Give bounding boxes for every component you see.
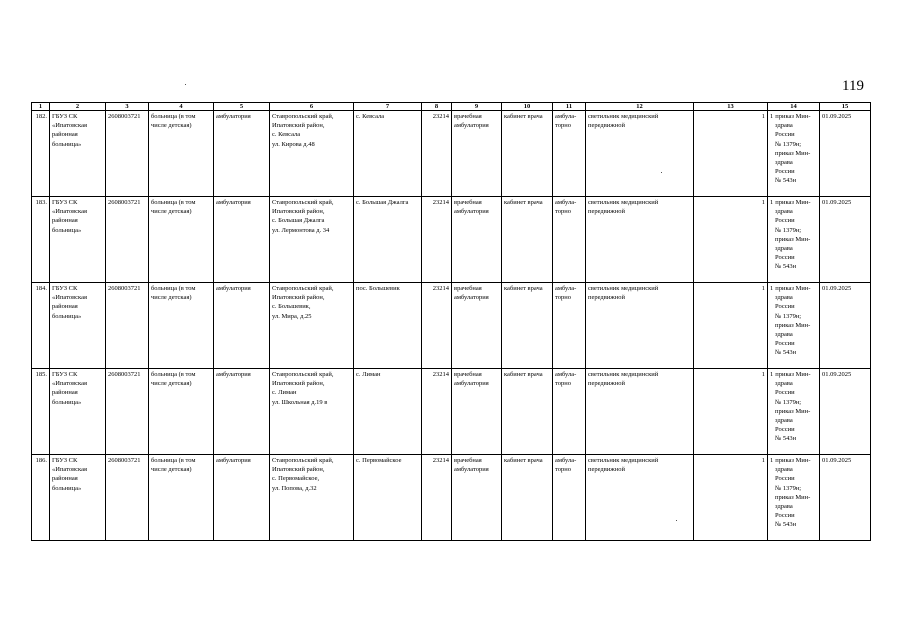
address xyxy=(270,111,354,197)
cell-line xyxy=(770,112,817,121)
equipment-register-table xyxy=(31,102,871,541)
division xyxy=(452,455,502,541)
effective-date: 01.09.2025 xyxy=(820,455,871,541)
organization-name xyxy=(50,197,106,283)
cell-line: «Ипатовская xyxy=(52,380,87,388)
column-number-13: 13 xyxy=(694,103,768,111)
cell-line: торно xyxy=(555,466,571,474)
basis-line: России xyxy=(775,426,795,434)
cell-line: больница (в том xyxy=(151,285,196,292)
settlement: с. Кевсала xyxy=(354,111,422,197)
basis-line: здрава xyxy=(775,159,793,167)
care-mode xyxy=(553,197,586,283)
care-mode xyxy=(553,111,586,197)
division xyxy=(452,111,502,197)
quantity-secondary: 1 xyxy=(770,113,774,120)
column-number-7: 7 xyxy=(354,103,422,111)
row-number: 182. xyxy=(32,111,50,197)
quantity-secondary: 1 xyxy=(770,199,774,206)
cell-line: амбулатория xyxy=(454,294,489,302)
cell-line: с. Первомайское, xyxy=(272,475,320,483)
cell-line: передвижной xyxy=(588,380,625,388)
basis-line: приказ Мин- xyxy=(775,407,811,415)
cell-line: с. Лиман xyxy=(272,389,297,397)
cell-line: ул. Лермонтова д. 34 xyxy=(272,226,330,234)
cell-line: передвижной xyxy=(588,294,625,302)
cell-line: ул. Кирова д.48 xyxy=(272,140,315,148)
cell-line: числе детская) xyxy=(151,294,192,302)
division xyxy=(452,197,502,283)
basis-line: здрава xyxy=(775,417,793,425)
basis-line: России xyxy=(775,254,795,262)
unit-type: амбулатория xyxy=(214,283,270,369)
inn-code: 2608003721 xyxy=(106,369,149,455)
page-number: 119 xyxy=(842,78,864,94)
unit-type: амбулатория xyxy=(214,455,270,541)
organization-name xyxy=(50,455,106,541)
cell-line: Ставропольский край, xyxy=(272,371,334,378)
division xyxy=(452,369,502,455)
cell-line: врачебная xyxy=(454,113,482,120)
cell-line: торно xyxy=(555,208,571,216)
cell-line: Ипатовский район, xyxy=(272,466,325,474)
cell-line: передвижной xyxy=(588,208,625,216)
settlement: с. Лиман xyxy=(354,369,422,455)
room: кабинет врача xyxy=(502,283,553,369)
basis-line: России xyxy=(775,475,795,483)
cell-line: больница» xyxy=(52,312,82,320)
cell-line: «Ипатовская xyxy=(52,208,87,216)
unit-type: амбулатория xyxy=(214,369,270,455)
basis-line: № 543н xyxy=(775,263,797,271)
column-number-2: 2 xyxy=(50,103,106,111)
organization-name xyxy=(50,283,106,369)
cell-line: «Ипатовская xyxy=(52,466,87,474)
institution-type xyxy=(149,455,214,541)
basis-line: здрава xyxy=(775,380,793,388)
equipment-name xyxy=(586,455,694,541)
regulatory-basis xyxy=(768,369,820,455)
unit-type: амбулатория xyxy=(214,111,270,197)
table-row xyxy=(32,455,871,541)
cell-line: торно xyxy=(555,122,571,130)
cell-line: «Ипатовская xyxy=(52,122,87,130)
table-row xyxy=(32,369,871,455)
quantity: 1 xyxy=(694,455,768,541)
cell-line: больница (в том xyxy=(151,371,196,378)
cell-line: Ставропольский край, xyxy=(272,113,334,120)
cell-line: больница» xyxy=(52,398,82,406)
cell-line: торно xyxy=(555,380,571,388)
settlement: пос. Большевик xyxy=(354,283,422,369)
column-number-10: 10 xyxy=(502,103,553,111)
basis-line: приказ Мин- xyxy=(775,235,811,243)
institution-type xyxy=(149,111,214,197)
scan-speck xyxy=(185,84,186,85)
quantity: 1 xyxy=(694,283,768,369)
basis-line: № 543н xyxy=(775,177,797,185)
cell-line: ГБУЗ СК xyxy=(52,199,78,206)
effective-date: 01.09.2025 xyxy=(820,197,871,283)
quantity-secondary: 1 xyxy=(770,285,774,292)
column-number-6: 6 xyxy=(270,103,354,111)
code: 23214 xyxy=(422,369,452,455)
cell-line: «Ипатовская xyxy=(52,294,87,302)
cell-line: передвижной xyxy=(588,122,625,130)
cell-line: больница» xyxy=(52,484,82,492)
cell-line: с. Кевсала xyxy=(272,131,301,139)
regulatory-basis xyxy=(768,111,820,197)
inn-code: 2608003721 xyxy=(106,197,149,283)
institution-type xyxy=(149,197,214,283)
equipment-name xyxy=(586,369,694,455)
cell-line: районная xyxy=(52,475,78,483)
cell-line: врачебная xyxy=(454,457,482,464)
quantity-secondary: 1 xyxy=(770,457,774,464)
cell-line: Ставропольский край, xyxy=(272,199,334,206)
unit-type: амбулатория xyxy=(214,197,270,283)
code: 23214 xyxy=(422,197,452,283)
cell-line: Ипатовский район, xyxy=(272,208,325,216)
register-rows xyxy=(32,111,871,541)
column-number-4: 4 xyxy=(149,103,214,111)
care-mode xyxy=(553,369,586,455)
room: кабинет врача xyxy=(502,369,553,455)
division xyxy=(452,283,502,369)
cell-line: с. Большевик, xyxy=(272,303,311,311)
cell-line: больница» xyxy=(52,140,82,148)
cell-line: Ставропольский край, xyxy=(272,285,334,292)
cell-line: районная xyxy=(52,389,78,397)
cell-line: районная xyxy=(52,303,78,311)
cell-line xyxy=(770,284,817,293)
column-number-11: 11 xyxy=(553,103,586,111)
row-number: 186. xyxy=(32,455,50,541)
cell-line: районная xyxy=(52,131,78,139)
row-number: 184. xyxy=(32,283,50,369)
address xyxy=(270,283,354,369)
column-number-8: 8 xyxy=(422,103,452,111)
basis-line: № 1379н; xyxy=(775,398,802,406)
code: 23214 xyxy=(422,111,452,197)
column-number-1: 1 xyxy=(32,103,50,111)
code: 23214 xyxy=(422,283,452,369)
cell-line: светильник медицинский xyxy=(588,371,659,378)
table-row xyxy=(32,197,871,283)
room: кабинет врача xyxy=(502,455,553,541)
cell-line: ГБУЗ СК xyxy=(52,113,78,120)
institution-type xyxy=(149,283,214,369)
basis-line: России xyxy=(775,217,795,225)
basis-line: России xyxy=(775,340,795,348)
basis-line: № 543н xyxy=(775,349,797,357)
cell-line: врачебная xyxy=(454,371,482,378)
basis-line: № 543н xyxy=(775,435,797,443)
row-number: 183. xyxy=(32,197,50,283)
cell-line xyxy=(770,456,817,465)
organization-name xyxy=(50,369,106,455)
cell-line: ул. Мира, д.25 xyxy=(272,312,312,320)
basis-line: приказ Мин- xyxy=(775,285,811,292)
basis-line: России xyxy=(775,131,795,139)
scan-speck xyxy=(661,172,662,173)
basis-line: приказ Мин- xyxy=(775,457,811,464)
basis-line: России xyxy=(775,389,795,397)
cell-line: амбулатория xyxy=(454,208,489,216)
cell-line: светильник медицинский xyxy=(588,457,659,464)
effective-date: 01.09.2025 xyxy=(820,369,871,455)
column-number-9: 9 xyxy=(452,103,502,111)
basis-line: № 1379н; xyxy=(775,226,802,234)
cell-line: Ипатовский район, xyxy=(272,294,325,302)
effective-date: 01.09.2025 xyxy=(820,283,871,369)
cell-line: амбула- xyxy=(555,371,577,378)
basis-line: приказ Мин- xyxy=(775,493,811,501)
basis-line: России xyxy=(775,168,795,176)
basis-line: № 1379н; xyxy=(775,140,802,148)
quantity: 1 xyxy=(694,369,768,455)
basis-line: приказ Мин- xyxy=(775,321,811,329)
care-mode xyxy=(553,455,586,541)
basis-line: № 543н xyxy=(775,521,797,529)
equipment-name xyxy=(586,197,694,283)
code: 23214 xyxy=(422,455,452,541)
equipment-name xyxy=(586,111,694,197)
cell-line: больница (в том xyxy=(151,199,196,206)
cell-line: числе детская) xyxy=(151,380,192,388)
basis-line: № 1379н; xyxy=(775,312,802,320)
cell-line: районная xyxy=(52,217,78,225)
cell-line: числе детская) xyxy=(151,122,192,130)
basis-line: здрава xyxy=(775,331,793,339)
column-number-15: 15 xyxy=(820,103,871,111)
cell-line: светильник медицинский xyxy=(588,113,659,120)
cell-line: амбула- xyxy=(555,199,577,206)
basis-line: приказ Мин- xyxy=(775,371,811,378)
cell-line: ул. Попова, д.32 xyxy=(272,484,317,492)
row-number: 185. xyxy=(32,369,50,455)
cell-line: амбула- xyxy=(555,457,577,464)
address xyxy=(270,369,354,455)
room: кабинет врача xyxy=(502,197,553,283)
cell-line xyxy=(770,198,817,207)
quantity-secondary: 1 xyxy=(770,371,774,378)
column-number-3: 3 xyxy=(106,103,149,111)
cell-line: амбула- xyxy=(555,285,577,292)
column-number-12: 12 xyxy=(586,103,694,111)
column-number-14: 14 xyxy=(768,103,820,111)
cell-line: ГБУЗ СК xyxy=(52,285,78,292)
regulatory-basis xyxy=(768,283,820,369)
cell-line: амбулатория xyxy=(454,122,489,130)
basis-line: здрава xyxy=(775,245,793,253)
basis-line: № 1379н; xyxy=(775,484,802,492)
quantity: 1 xyxy=(694,111,768,197)
table-row xyxy=(32,283,871,369)
inn-code: 2608003721 xyxy=(106,455,149,541)
institution-type xyxy=(149,369,214,455)
basis-line: здрава xyxy=(775,208,793,216)
cell-line: ул. Школьная д.19 в xyxy=(272,398,328,406)
settlement: с. Первомайское xyxy=(354,455,422,541)
scan-speck xyxy=(676,520,677,521)
basis-line: России xyxy=(775,512,795,520)
cell-line: врачебная xyxy=(454,199,482,206)
cell-line: амбула- xyxy=(555,113,577,120)
cell-line: врачебная xyxy=(454,285,482,292)
cell-line: Ставропольский край, xyxy=(272,457,334,464)
cell-line: ГБУЗ СК xyxy=(52,371,78,378)
basis-line: здрава xyxy=(775,294,793,302)
basis-line: приказ Мин- xyxy=(775,113,811,120)
inn-code: 2608003721 xyxy=(106,283,149,369)
cell-line: светильник медицинский xyxy=(588,199,659,206)
address xyxy=(270,455,354,541)
cell-line: Ипатовский район, xyxy=(272,122,325,130)
basis-line: здрава xyxy=(775,503,793,511)
cell-line: амбулатория xyxy=(454,380,489,388)
cell-line: больница (в том xyxy=(151,113,196,120)
cell-line: светильник медицинский xyxy=(588,285,659,292)
basis-line: здрава xyxy=(775,466,793,474)
regulatory-basis xyxy=(768,455,820,541)
address xyxy=(270,197,354,283)
cell-line: Ипатовский район, xyxy=(272,380,325,388)
effective-date: 01.09.2025 xyxy=(820,111,871,197)
basis-line: приказ Мин- xyxy=(775,149,811,157)
cell-line: числе детская) xyxy=(151,466,192,474)
inn-code: 2608003721 xyxy=(106,111,149,197)
cell-line: больница (в том xyxy=(151,457,196,464)
cell-line xyxy=(770,370,817,379)
table-row xyxy=(32,111,871,197)
column-number-5: 5 xyxy=(214,103,270,111)
column-number-row xyxy=(32,103,871,111)
regulatory-basis xyxy=(768,197,820,283)
equipment-name xyxy=(586,283,694,369)
quantity: 1 xyxy=(694,197,768,283)
room: кабинет врача xyxy=(502,111,553,197)
basis-line: здрава xyxy=(775,122,793,130)
cell-line: с. Большая Джалга xyxy=(272,217,325,225)
cell-line: торно xyxy=(555,294,571,302)
cell-line: амбулатория xyxy=(454,466,489,474)
cell-line: ГБУЗ СК xyxy=(52,457,78,464)
basis-line: России xyxy=(775,303,795,311)
settlement: с. Большая Джалга xyxy=(354,197,422,283)
cell-line: числе детская) xyxy=(151,208,192,216)
organization-name xyxy=(50,111,106,197)
basis-line: приказ Мин- xyxy=(775,199,811,206)
cell-line: больница» xyxy=(52,226,82,234)
cell-line: передвижной xyxy=(588,466,625,474)
care-mode xyxy=(553,283,586,369)
